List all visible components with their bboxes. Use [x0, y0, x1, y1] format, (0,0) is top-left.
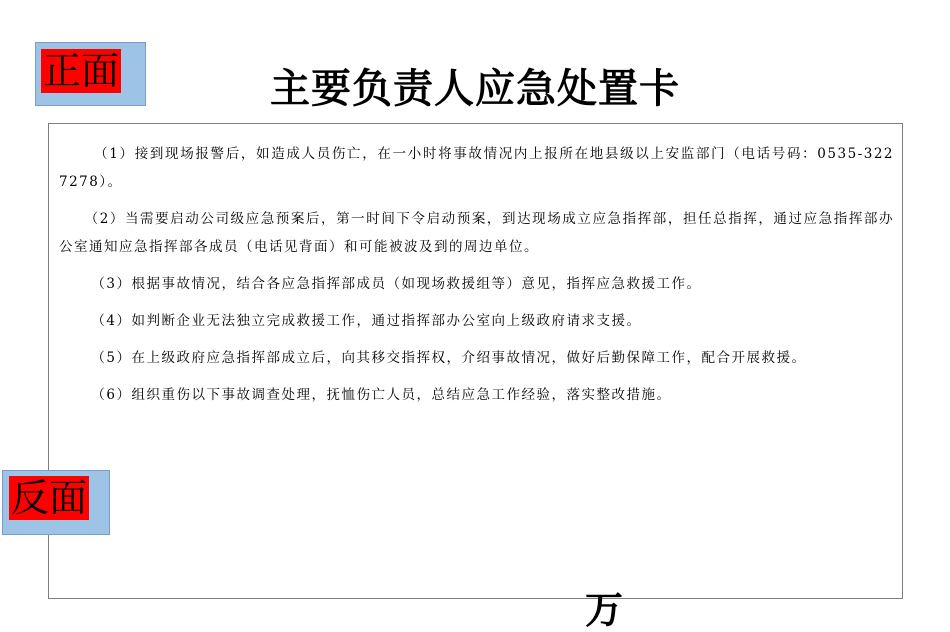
cropped-glyph-text: 万 — [585, 587, 624, 632]
step-2: （2）当需要启动公司级应急预案后，第一时间下令启动预案，到达现场成立应急指挥部，担任总指挥，通过应急指挥部办公室通知应急指挥部各成员（电话见背面）和可能被波及到的周边单位。 — [59, 211, 894, 255]
front-side-tag — [35, 42, 146, 106]
card-content — [59, 140, 894, 418]
step-6: （6）组织重伤以下事故调查处理，抚恤伤亡人员，总结应急工作经验，落实整改措施。 — [91, 387, 672, 403]
back-side-tag — [2, 470, 110, 535]
step-4: （4）如判断企业无法独立完成救援工作，通过指挥部办公室向上级政府请求支援。 — [91, 313, 642, 329]
cropped-glyph — [585, 587, 624, 632]
step-1: （1）接到现场报警后，如造成人员伤亡，在一小时将事故情况内上报所在地县级以上安监部门（电话号码：0535-3227278）。 — [59, 146, 894, 190]
front-side-label: 正面 — [43, 49, 120, 93]
emergency-card — [48, 123, 903, 599]
back-side-label: 反面 — [11, 476, 88, 520]
page-title: 主要负责人应急处置卡 — [270, 65, 680, 112]
step-5: （5）在上级政府应急指挥部成立后，向其移交指挥权，介绍事故情况，做好后勤保障工作，配合开展救援。 — [91, 350, 807, 366]
step-3: （3）根据事故情况，结合各应急指挥部成员（如现场救援组等）意见，指挥应急救援工作。 — [91, 276, 702, 292]
